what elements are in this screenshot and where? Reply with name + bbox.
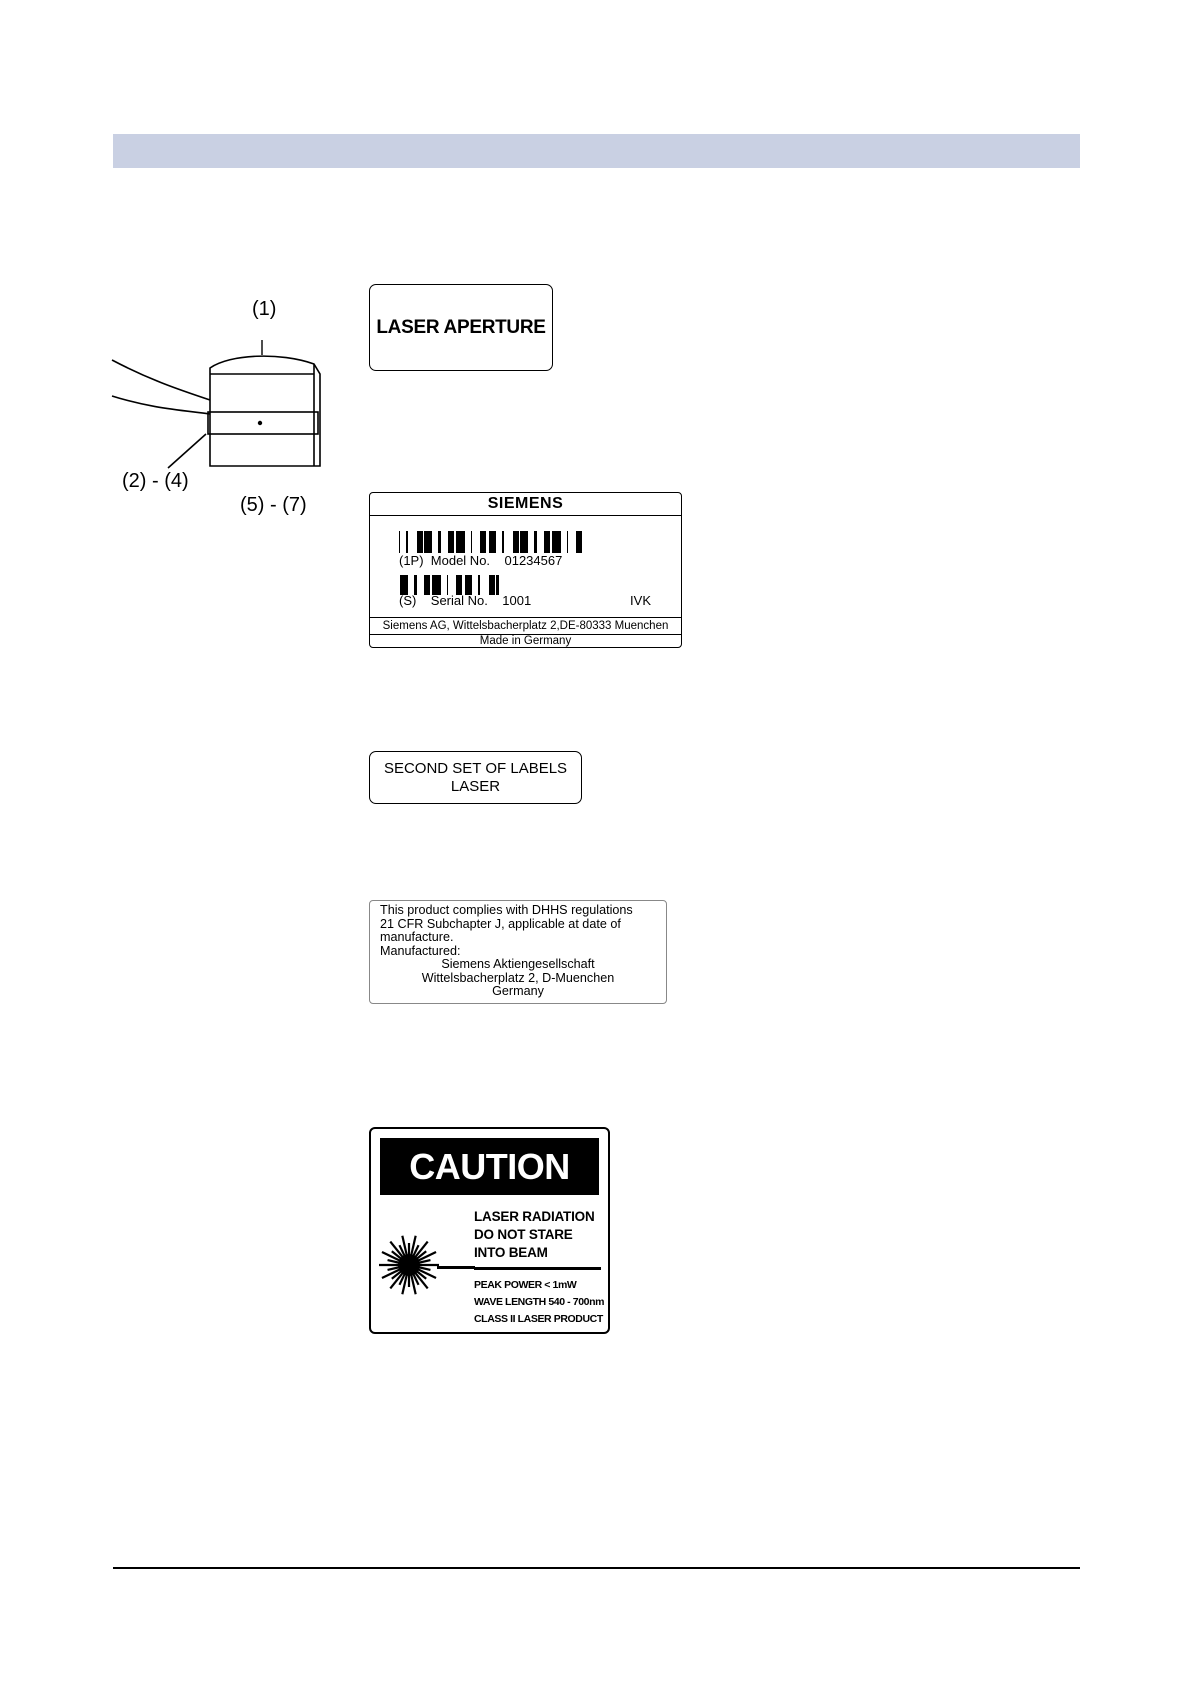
warning-line: DO NOT STARE xyxy=(474,1227,573,1242)
caution-title: CAUTION xyxy=(380,1138,599,1195)
dhhs-manufacturer-line: Germany xyxy=(492,984,544,998)
callout-1: (1) xyxy=(252,298,277,320)
caution-divider xyxy=(474,1267,601,1270)
siemens-rating-plate xyxy=(369,492,682,648)
manufacturer-address: Siemens AG, Wittelsbacherplatz 2,DE-80333 Muenchen xyxy=(370,617,681,635)
dhhs-manufacturer-line: Siemens Aktiengesellschaft xyxy=(441,957,595,971)
laser-beam-line xyxy=(437,1266,475,1269)
caution-warning xyxy=(474,1208,595,1262)
model-barcode xyxy=(399,531,584,553)
warning-line: INTO BEAM xyxy=(474,1245,548,1260)
siemens-brand: SIEMENS xyxy=(370,493,681,516)
footer-rule xyxy=(113,1567,1080,1569)
dhhs-manufacturer-line: Wittelsbacherplatz 2, D-Muenchen xyxy=(421,970,615,985)
caution-specs xyxy=(474,1277,604,1328)
warning-line: LASER RADIATION xyxy=(474,1209,595,1224)
spec-line: WAVE LENGTH 540 - 700nm xyxy=(474,1296,605,1308)
spec-line: CLASS II LASER PRODUCT xyxy=(474,1313,603,1325)
laser-caution-label xyxy=(369,1127,610,1334)
spec-line: PEAK POWER < 1mW xyxy=(474,1279,577,1291)
dhhs-line: Manufactured: xyxy=(380,943,461,958)
laser-device-drawing xyxy=(110,340,330,480)
second-set-label xyxy=(369,751,582,804)
serial-number-line: (S) Serial No. 1001 xyxy=(399,593,532,608)
dhhs-line: 21 CFR Subchapter J, applicable at date of xyxy=(380,916,621,931)
made-in: Made in Germany xyxy=(479,635,572,647)
laser-aperture-text: LASER APERTURE xyxy=(376,316,546,338)
model-number-line: (1P) Model No. 01234567 xyxy=(399,553,563,568)
callout-2-4: (2) - (4) xyxy=(122,470,189,492)
laser-starburst-icon xyxy=(377,1233,441,1297)
second-set-line-1: SECOND SET OF LABELS xyxy=(383,759,568,777)
second-set-line-2: LASER xyxy=(450,777,501,795)
header-band xyxy=(113,134,1080,168)
laser-aperture-label xyxy=(369,284,553,371)
callout-5-7: (5) - (7) xyxy=(240,494,307,516)
dhhs-line: This product complies with DHHS regulations xyxy=(380,903,633,917)
dhhs-compliance-label xyxy=(369,900,667,1004)
dhhs-line: manufacture. xyxy=(380,930,454,944)
ivk-code: IVK xyxy=(630,593,651,608)
